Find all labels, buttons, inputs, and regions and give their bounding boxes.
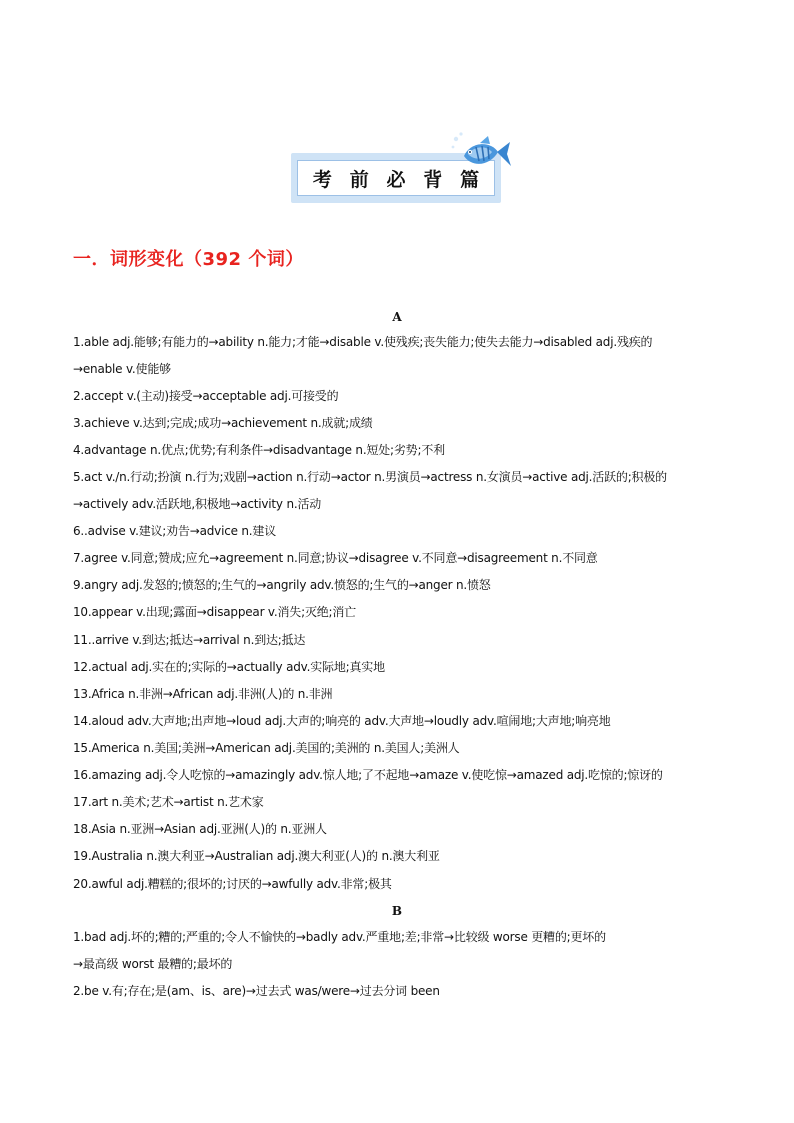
letter-heading-b: B [391,904,403,918]
vocab-line: 20.awful adj.糟糕的;很坏的;讨厌的→awfully adv.非常;极其 [73,877,392,891]
banner-char: 前 [349,168,369,191]
vocab-line: →actively adv.活跃地,积极地→activity n.活动 [73,497,322,511]
vocab-line: 16.amazing adj.令人吃惊的→amazingly adv.惊人地;了不起地→amaze v.使吃惊→amazed adj.吃惊的;惊讶的 [73,768,663,782]
vocab-line: 2.be v.有;存在;是(am、is、are)→过去式 was/were→过去分词 been [73,984,440,998]
banner-char: 考 [312,168,332,191]
vocab-line: 18.Asia n.亚洲→Asian adj.亚洲(人)的 n.亚洲人 [73,822,327,836]
vocab-line: 1.bad adj.坏的;糟的;严重的;令人不愉快的→badly adv.严重地;差;非常→比较级 worse 更糟的;更坏的 [73,930,606,944]
vocab-line: 15.America n.美国;美洲→American adj.美国的;美洲的 n.美国人;美洲人 [73,741,460,755]
section-title: 一．词形变化（392 个词） [73,249,304,270]
banner-char: 篇 [460,168,480,191]
vocab-line: 9.angry adj.发怒的;愤怒的;生气的→angrily adv.愤怒的;生气的→anger n.愤怒 [73,578,491,592]
vocab-line: 17.art n.美术;艺术→artist n.艺术家 [73,795,264,809]
vocab-line: 3.achieve v.达到;完成;成功→achievement n.成就;成绩 [73,416,373,430]
letter-heading-a: A [392,310,402,324]
vocab-line: →最高级 worst 最糟的;最坏的 [73,957,233,971]
vocab-line: 4.advantage n.优点;优势;有利条件→disadvantage n.短处;劣势;不利 [73,443,445,457]
banner-char: 背 [423,168,443,191]
vocab-line: 19.Australia n.澳大利亚→Australian adj.澳大利亚(人)的 n.澳大利亚 [73,849,440,863]
banner-char: 必 [386,168,406,191]
vocab-line: 7.agree v.同意;赞成;应允→agreement n.同意;协议→disagree v.不同意→disagreement n.不同意 [73,551,598,565]
vocab-line: 10.appear v.出现;露面→disappear v.消失;灭绝;消亡 [73,605,356,619]
vocab-line: 13.Africa n.非洲→African adj.非洲(人)的 n.非洲 [73,687,333,701]
vocab-line: 14.aloud adv.大声地;出声地→loud adj.大声的;响亮的 adv.大声地→loudly adv.喧闹地;大声地;响亮地 [73,714,611,728]
vocab-line: →enable v.使能够 [73,362,171,376]
vocab-line: 1.able adj.能够;有能力的→ability n.能力;才能→disable v.使残疾;丧失能力;使失去能力→disabled adj.残疾的 [73,335,653,349]
vocab-line: 6..advise v.建议;劝告→advice n.建议 [73,524,277,538]
vocab-line: 2.accept v.(主动)接受→acceptable adj.可接受的 [73,389,339,403]
vocab-line: 11..arrive v.到达;抵达→arrival n.到达;抵达 [73,633,306,647]
vocab-line: 12.actual adj.实在的;实际的→actually adv.实际地;真实地 [73,660,385,674]
fish-icon [450,130,514,174]
vocab-line: 5.act v./n.行动;扮演 n.行为;戏剧→action n.行动→actor n.男演员→actress n.女演员→active adj.活跃的;积极的 [73,470,667,484]
